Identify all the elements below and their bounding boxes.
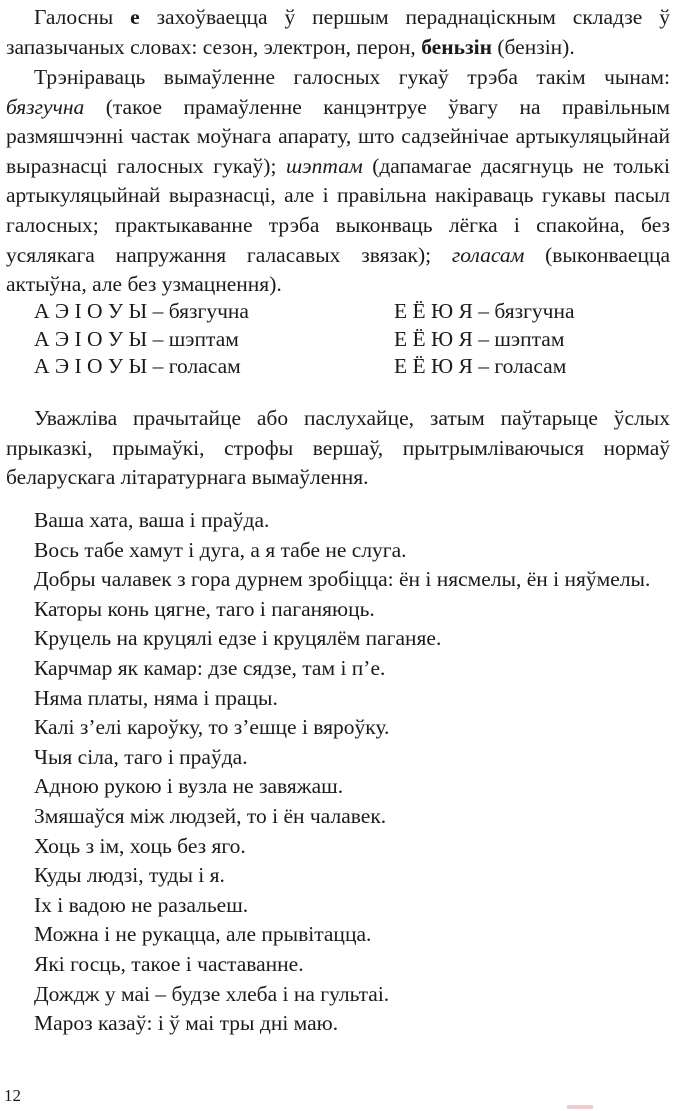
proverb-line: Хоць з ім, хоць без яго. <box>34 833 246 858</box>
italic-term-whisper: шэптам <box>285 153 363 178</box>
vowel-exercise-table <box>34 298 664 381</box>
proverb-line: Мароз казаў: і ў маі тры дні маю. <box>34 1011 339 1036</box>
proverb-line: Можна і не рукацца, але прывітацца. <box>34 922 372 947</box>
paragraph-reading-task: Уважліва прачытайце або паслухайце, затым паўтарыце ўслых прыказкі, прымаўкі, строфы вершаў, прытрымліваючыся нормаў беларускага літаратурнага вымаўлення. <box>6 406 670 490</box>
proverb-line: Куды людзі, туды і я. <box>34 863 225 888</box>
proverb-line: Карчмар як камар: дзе сядзе, там і п’е. <box>34 655 386 680</box>
proverb-line: Калі з’елі кароўку, то з’ешце і вяроўку. <box>34 715 390 740</box>
italic-term-silent: бязгучна <box>6 94 85 119</box>
proverb-line: Добры чалавек з гора дурнем зробіцца: ён і нясмелы, ён і няўмелы. <box>34 567 651 592</box>
proverbs-list <box>6 506 670 1039</box>
proverb-line: Каторы конь цягне, таго і паганяюць. <box>34 596 375 621</box>
paragraph-training-instructions: Трэніраваць вымаўленне галосных гукаў трэба такім чынам: бязгучна (такое прамаўленне канцэнтруе ўвагу на правільным размяшчэнні частак моўнага апарату, што садзейнічае артыкуляцыйнай выразнасці галосных гукаў); шэптам (дапамагае дасягнуць не толькі артыкуляцыйнай выразнасці, але і правільна накіраваць гукавы пасыл галосных; практыкаванне трэба выконваць лёгка і спакойна, без усялякага напружання галасавых звязак); голасам (выконваецца актыўна, але без узмацнення). <box>6 65 670 297</box>
vowel-exercise-left: А Э І О У Ы – бязгучна <box>34 299 249 323</box>
proverb-line: Дождж у маі – будзе хлеба і на гультаі. <box>34 981 390 1006</box>
bold-word-benzin: беньзін <box>421 34 492 59</box>
italic-term-voice: голасам <box>451 242 525 267</box>
proverb-line: Вось табе хамут і дуга, а я табе не слуга. <box>34 537 407 562</box>
proverb-line: Няма платы, няма і працы. <box>34 685 278 710</box>
proverb-line: Адною рукою і вузла не завяжаш. <box>34 774 344 799</box>
vowel-exercise-right: Е Ё Ю Я – шэптам <box>394 326 565 351</box>
proverb-line: Круцель на круцялі едзе і круцялём паганяе. <box>34 626 442 651</box>
vowel-exercise-left: А Э І О У Ы – шэптам <box>34 326 239 351</box>
vowel-exercise-right: Е Ё Ю Я – бязгучна <box>394 299 575 323</box>
proverb-line: Змяшаўся між людзей, то і ён чалавек. <box>34 803 387 828</box>
proverb-line: Ваша хата, ваша і праўда. <box>34 508 270 532</box>
scan-mark <box>567 1105 593 1109</box>
paragraph-e-preservation: Галосны е захоўваецца ў першым пераднаціскным складзе ў запазычаных словах: сезон, электрон, перон, беньзін (бензін). <box>6 5 670 59</box>
proverb-line: Іх і вадою не разальеш. <box>34 892 249 917</box>
vowel-row <box>34 353 664 381</box>
proverb-line: Чыя сіла, таго і праўда. <box>34 744 248 769</box>
bold-letter-e: е <box>130 5 140 29</box>
vowel-exercise-left: А Э І О У Ы – голасам <box>34 354 241 378</box>
vowel-row <box>34 326 664 354</box>
page-number: 12 <box>4 1086 21 1105</box>
vowel-exercise-right: Е Ё Ю Я – голасам <box>394 354 567 378</box>
vowel-row <box>34 298 664 326</box>
proverb-line: Які госць, такое і частаванне. <box>34 951 304 976</box>
